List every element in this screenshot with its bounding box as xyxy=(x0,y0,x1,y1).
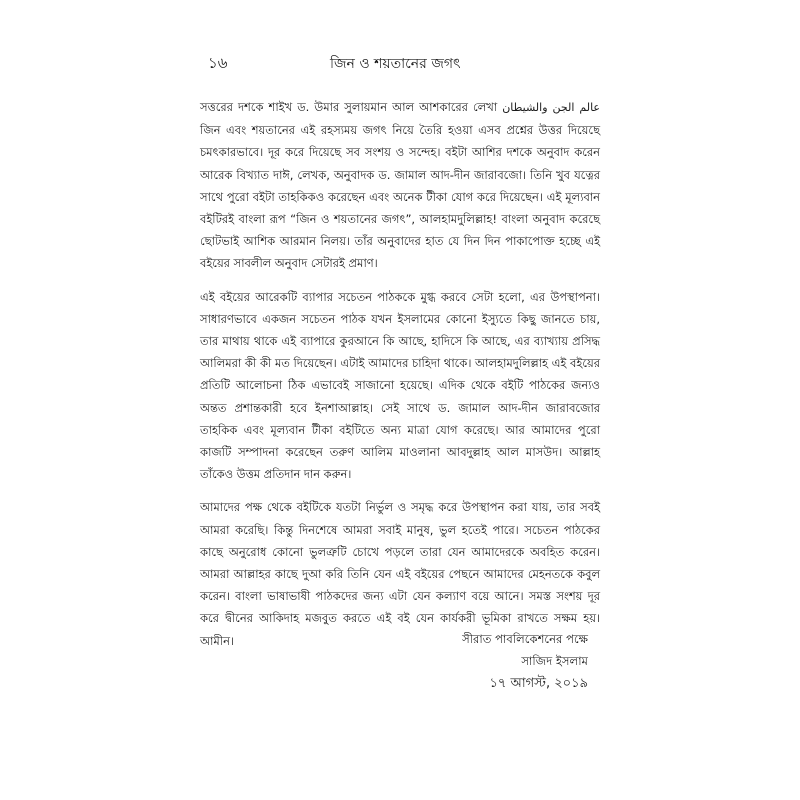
arabic-book-title: عالم الجن والشيطان xyxy=(502,101,600,114)
paragraph-1-rest: জিন এবং শয়তানের এই রহস্যময় জগৎ নিয়ে তৈরি হওয়া এসব প্রশ্নের উত্তর দিয়েছে চমৎকারভাবে। দূর করে দিয়েছে সব সংশয় ও সন্দেহ। বইটা আশির দশকে অনুবাদ করেন আরেক বিখ্যাত দাঈ, লেখক, অনুবাদক ড. জামাল আদ-দীন জারাবজো। তিনি খুব যত্নের সাথে পুরো বইটা তাহকিকও করেছেন এবং অনেক টীকা যোগ করে দিয়েছেন। এই মূল্যবান বইটিরই বাংলা রূপ “জিন ও শয়তানের জগৎ”, আলহামদুলিল্লাহ! বাংলা অনুবাদ করেছে ছোটভাই আশিক আরমান নিলয়। তাঁর অনুবাদের হাত যে দিন দিন পাকাপোক্ত হচ্ছে এই বইয়ের সাবলীল অনুবাদ সেটারই প্রমাণ। xyxy=(200,123,600,271)
signature-name: সাজিদ ইসলাম xyxy=(521,654,588,668)
paragraph-1 xyxy=(200,96,600,275)
page-body xyxy=(200,96,600,663)
page-number: ১৬ xyxy=(208,54,228,72)
paragraph-2: এই বইয়ের আরেকটি ব্যাপার সচেতন পাঠককে মুগ্ধ করবে সেটা হলো, এর উপস্থাপনা। সাধারণভাবে একজন সচেতন পাঠক যখন ইসলামের কোনো ইস্যুতে কিছু জানতে চায়, তার মাথায় থাকে এই ব্যাপারে কুরআনে কি আছে, হাদিসে কি আছে, এর ব্যাখ্যায় প্রসিদ্ধ আলিমরা কী কী মত দিয়েছেন। এটাই আমাদের চাহিদা থাকে। আলহামদুলিল্লাহ এই বইয়ের প্রতিটি আলোচনা ঠিক এভাবেই সাজানো হয়েছে। এদিক থেকে বইটি পাঠকের জন্যও অন্তত প্রশান্তকারী হবে ইনশাআল্লাহ। সেই সাথে ড. জামাল আদ-দীন জারাবজোর তাহকিক এবং মূল্যবান টীকা বইটিতে অন্য মাত্রা যোগ করেছে। আর আমাদের পুরো কাজটি সম্পাদনা করেছেন তরুণ আলিম মাওলানা আবদুল্লাহ আল মাসউদ। আল্লাহ তাঁকেও উত্তম প্রতিদান দান করুন। xyxy=(200,289,600,482)
signature-date: ১৭ আগস্ট, ২০১৯ xyxy=(489,676,588,691)
paragraph-3: আমাদের পক্ষ থেকে বইটিকে যতটা নির্ভুল ও সমৃদ্ধ করে উপস্থাপন করা যায়, তার সবই আমরা করেছি। কিন্তু দিনশেষে আমরা সবাই মানুষ, ভুল হতেই পারে। সচেতন পাঠকের কাছে অনুরোধ কোনো ভুলত্রুটি চোখে পড়লে তারা যেন আমাদেরকে অবহিত করেন। আমরা আল্লাহর কাছে দুআ করি তিনি যেন এই বইয়ের পেছনে আমাদের মেহনতকে কবুল করেন। বাংলা ভাষাভাষী পাঠকদের জন্য এটা যেন কল্যাণ বয়ে আনে। সমস্ত সংশয় দূর করে দ্বীনের আকিদাহ মজবুত করতে এই বই যেন কার্যকরী ভূমিকা রাখতে সক্ষম হয়। আমীন। xyxy=(200,500,600,648)
signature-publisher: সীরাত পাবলিকেশনের পক্ষে xyxy=(462,632,588,646)
page-header xyxy=(208,52,598,74)
signature-block xyxy=(462,628,588,696)
running-title: জিন ও শয়তানের জগৎ xyxy=(330,56,461,72)
paragraph-1-lead: সত্তরের দশকে শাইখ ড. উমার সুলায়মান আল আশকারের লেখা xyxy=(200,100,503,114)
